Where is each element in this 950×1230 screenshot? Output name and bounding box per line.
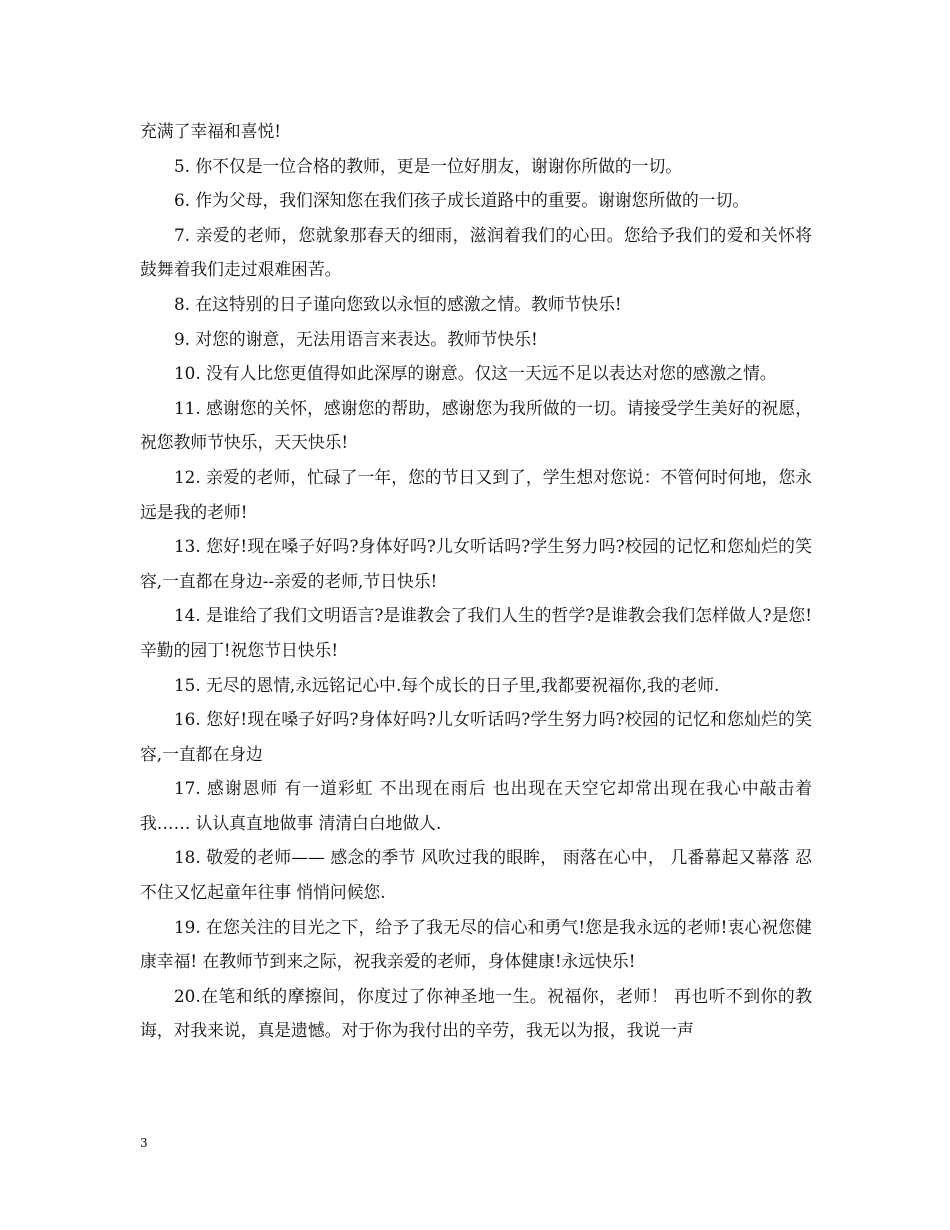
paragraph-item-19: 19. 在您关注的目光之下，给予了我无尽的信心和勇气!您是我永远的老师!衷心祝您健康幸福! 在教师节到来之际，祝我亲爱的老师，身体健康!永远快乐!	[140, 916, 812, 972]
document-body	[140, 114, 812, 1048]
paragraph-item-11: 11. 感谢您的关怀，感谢您的帮助，感谢您为我所做的一切。请接受学生美好的祝愿，祝您教师节快乐，天天快乐!	[140, 397, 812, 453]
page-number: 3	[140, 1136, 148, 1150]
paragraph-item-9: 9. 对您的谢意，无法用语言来表达。教师节快乐!	[174, 328, 538, 349]
paragraph-continuation: 充满了幸福和喜悦!	[140, 121, 281, 141]
paragraph-item-20: 20.在笔和纸的摩擦间，你度过了你神圣地一生。祝福你，老师！ 再也听不到你的教诲，对我来说，真是遗憾。对于你为我付出的辛劳，我无以为报，我说一声	[140, 985, 812, 1041]
paragraph-item-18: 18. 敬爱的老师—— 感念的季节 风吹过我的眼眸， 雨落在心中， 几番幕起又幕落 忍不住又忆起童年往事 悄悄问候您.	[140, 847, 812, 903]
paragraph-item-12: 12. 亲爱的老师，忙碌了一年，您的节日又到了，学生想对您说：不管何时何地，您永远是我的老师!	[140, 466, 812, 522]
paragraph-item-8: 8. 在这特别的日子谨向您致以永恒的感激之情。教师节快乐!	[174, 293, 622, 314]
paragraph-item-6: 6. 作为父母，我们深知您在我们孩子成长道路中的重要。谢谢您所做的一切。	[174, 190, 750, 211]
paragraph-item-17: 17. 感谢恩师 有一道彩虹 不出现在雨后 也出现在天空它却常出现在我心中敲击着我…… 认认真直地做事 清清白白地做人.	[140, 778, 812, 833]
paragraph-item-14: 14. 是谁给了我们文明语言?是谁教会了我们人生的哲学?是谁教会我们怎样做人?是您!辛勤的园丁!祝您节日快乐!	[140, 605, 812, 660]
paragraph-item-10: 10. 没有人比您更值得如此深厚的谢意。仅这一天远不足以表达对您的感激之情。	[174, 363, 777, 384]
paragraph-item-15: 15. 无尽的恩情,永远铭记心中.每个成长的日子里,我都要祝福你,我的老师.	[174, 674, 720, 695]
paragraph-item-7: 7. 亲爱的老师，您就象那春天的细雨，滋润着我们的心田。您给予我们的爱和关怀将鼓舞着我们走过艰难困苦。	[140, 224, 812, 280]
paragraph-item-16: 16. 您好!现在嗓子好吗?身体好吗?儿女听话吗?学生努力吗?校园的记忆和您灿烂的笑容,一直都在身边	[140, 709, 812, 764]
paragraph-item-13: 13. 您好!现在嗓子好吗?身体好吗?儿女听话吗?学生努力吗?校园的记忆和您灿烂的笑容,一直都在身边--亲爱的老师,节日快乐!	[140, 536, 812, 591]
paragraph-item-5: 5. 你不仅是一位合格的教师，更是一位好朋友，谢谢你所做的一切。	[174, 155, 683, 176]
